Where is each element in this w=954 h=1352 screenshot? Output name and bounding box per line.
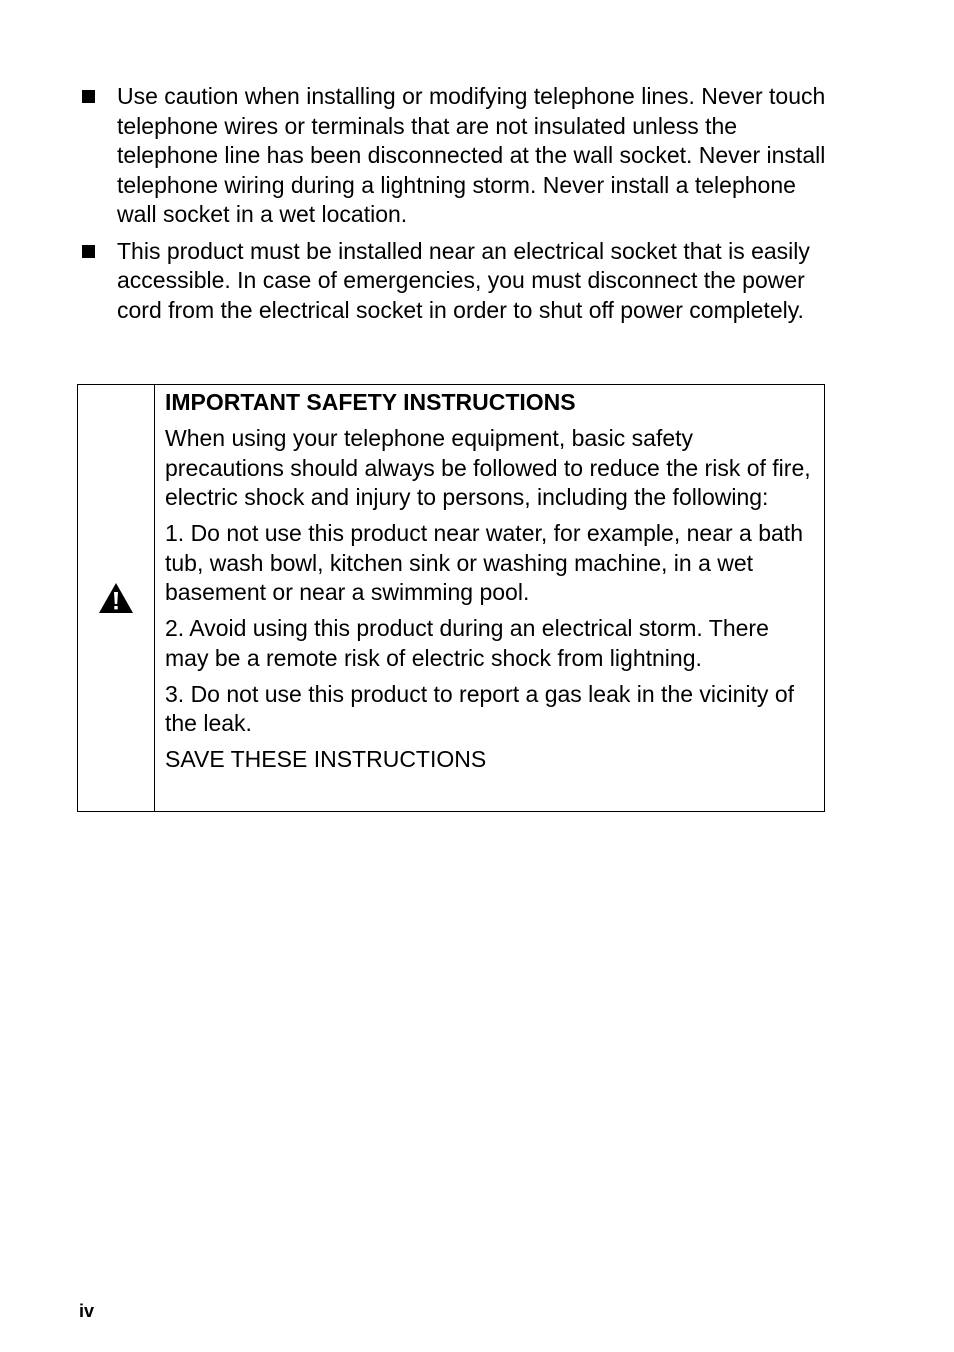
safety-item: 1. Do not use this product near water, for example, near a bath tub, wash bowl, kitchen sink or washing machine, in a wet basement or near a swimming pool. (165, 520, 803, 605)
square-bullet-icon (82, 245, 95, 258)
warning-triangle-icon (98, 582, 134, 614)
safety-intro: When using your telephone equipment, basic safety precautions should always be followed to reduce the risk of fire, electric shock and injury to persons, including the following: (165, 425, 811, 510)
safety-item: 3. Do not use this product to report a gas leak in the vicinity of the leak. (165, 680, 795, 736)
safety-heading: IMPORTANT SAFETY INSTRUCTIONS (165, 389, 576, 415)
bullet-item (79, 237, 839, 326)
safety-item: 2. Avoid using this product during an electrical storm. There may be a remote risk of electric shock from lightning. (165, 615, 769, 671)
square-bullet-icon (82, 90, 95, 103)
safety-instructions-box (77, 384, 825, 812)
page-number: iv (79, 1301, 95, 1321)
safety-footer: SAVE THESE INSTRUCTIONS (165, 746, 487, 772)
bullet-text: This product must be installed near an electrical socket that is easily accessible. In case of emergencies, you must disconnect the power cord from the electrical socket in order to shut off power completely. (117, 237, 810, 323)
bullet-text: Use caution when installing or modifying telephone lines. Never touch telephone wires or terminals that are not insulated unless the telephone line has been disconnected at the wall socket. Never install telephone wiring during a lightning storm. Never install a telephone wall socket in a wet location. (117, 83, 826, 227)
bullet-item (79, 82, 839, 230)
icon-cell (78, 385, 155, 811)
caution-bullet-list (79, 82, 839, 332)
instructions-text (155, 385, 824, 811)
